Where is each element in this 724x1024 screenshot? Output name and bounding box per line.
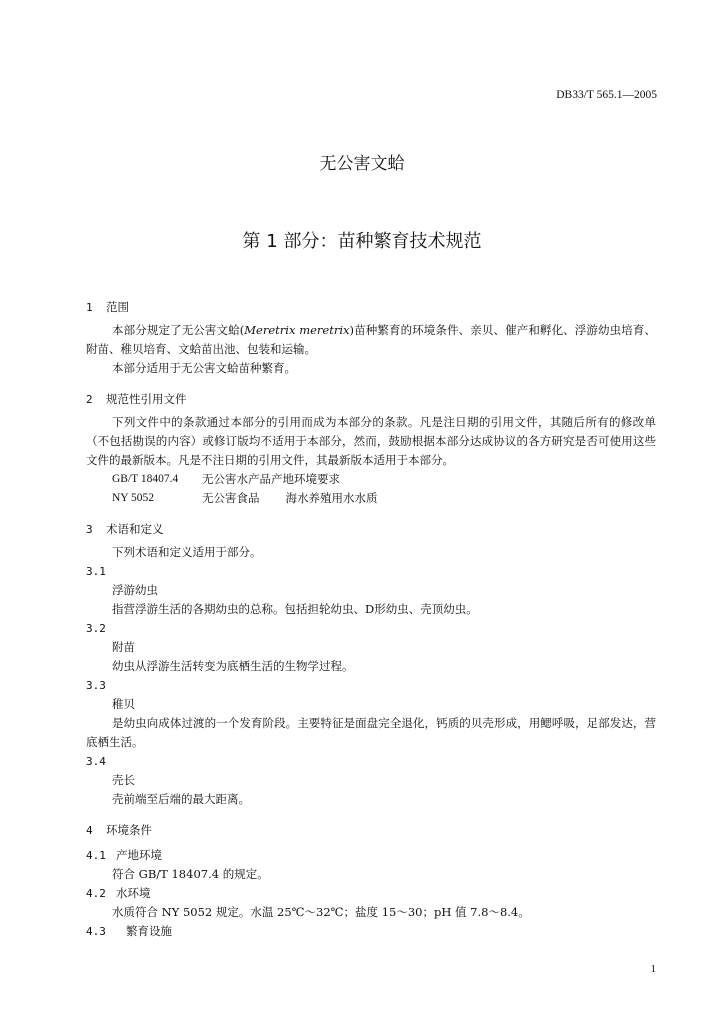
reference-item (86, 489, 656, 508)
subsection-text: 水质符合 NY 5052 规定。水温 25℃～32℃；盐度 15～30；pH 值 7.8～8.4。 (112, 905, 530, 919)
terms-intro: 下列术语和定义适用于部分。 (112, 545, 262, 559)
scope-paragraph-1 (86, 321, 656, 359)
reference-title: 无公害水产品产地环境要求 (202, 472, 340, 486)
section-number: 2 (86, 393, 93, 406)
term-number: 3.1 (86, 565, 106, 578)
reference-title: 无公害食品 (202, 491, 260, 505)
standard-number: DB33/T 565.1—2005 (556, 89, 657, 101)
references-paragraph: 下列文件中的条款通过本部分的引用而成为本部分的条款。凡是注日期的引用文件，其随后所有的修改单（不包括勘误的内容）或修订版均不适用于本部分，然而，鼓励根据本部分达成协议的各方研究是否可使用这些文件的最新版本。凡是不注日期的引用文件，其最新版本适用于本部分。 (86, 415, 656, 467)
section-number: 1 (86, 301, 93, 314)
document-title: 无公害文蛤 (319, 154, 405, 174)
section-number: 3 (86, 523, 93, 536)
subsection-heading (86, 922, 656, 941)
reference-title-2: 海水养殖用水水质 (285, 491, 378, 505)
term-number: 3.4 (86, 755, 106, 768)
term-name: 稚贝 (112, 697, 135, 711)
reference-code: NY 5052 (112, 492, 155, 504)
subsection-heading (86, 846, 656, 865)
term-definition: 幼虫从浮游生活转变为底栖生活的生物学过程。 (112, 659, 354, 673)
section-heading-terms (86, 520, 656, 539)
section-heading-scope (86, 298, 656, 317)
page-number: 1 (650, 963, 656, 975)
term-name: 壳长 (112, 773, 135, 787)
term-number: 3.2 (86, 622, 106, 635)
term-name: 浮游幼虫 (112, 583, 158, 597)
subsection-title: 繁育设施 (126, 924, 172, 938)
term-name: 附苗 (112, 640, 135, 654)
subsection-number: 4.2 (86, 887, 106, 900)
section-number: 4 (86, 824, 93, 837)
term-definition: 是幼虫向成体过渡的一个发育阶段。主要特征是面盘完全退化，钙质的贝壳形成，用鳃呼吸，足部发达，营底栖生活。 (86, 716, 656, 749)
section-title: 规范性引用文件 (106, 392, 187, 406)
subsection-title: 产地环境 (116, 848, 162, 862)
term-definition: 指营浮游生活的各期幼虫的总称。包括担轮幼虫、D形幼虫、壳顶幼虫。 (112, 602, 478, 616)
subsection-number: 4.1 (86, 849, 106, 862)
section-heading-environment (86, 821, 656, 840)
subsection-number: 4.3 (86, 925, 106, 938)
section-title: 环境条件 (106, 823, 152, 837)
scope-text-a: 本部分规定了无公害文蛤( (112, 323, 245, 337)
subsection-title: 水环境 (116, 886, 151, 900)
reference-item (86, 470, 656, 489)
subsection-heading (86, 884, 656, 903)
term-definition: 壳前端至后端的最大距离。 (112, 792, 250, 806)
term-number: 3.3 (86, 679, 106, 692)
reference-code: GB/T 18407.4 (112, 473, 179, 485)
document-body (86, 289, 656, 941)
section-heading-references (86, 390, 656, 409)
section-title: 术语和定义 (106, 522, 164, 536)
scope-text-b: )苗种繁育的环境条件、亲贝、催产和孵化、浮游幼虫培育、附苗、稚贝培育、文蛤苗出池、包装和运输。 (86, 323, 656, 356)
scope-paragraph-2: 本部分适用于无公害文蛤苗种繁育。 (112, 361, 296, 375)
subsection-text: 符合 GB/T 18407.4 的规定。 (112, 867, 269, 881)
section-title: 范围 (106, 300, 129, 314)
document-subtitle: 第 1 部分：苗种繁育技术规范 (242, 231, 482, 252)
scientific-name: Meretrix meretrix (244, 323, 350, 337)
